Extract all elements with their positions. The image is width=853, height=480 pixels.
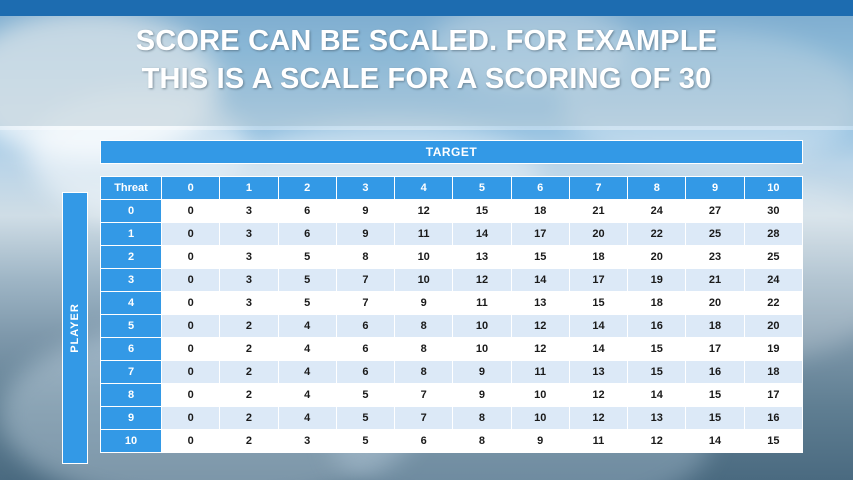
column-header-10: 10: [744, 177, 802, 200]
column-header-5: 5: [453, 177, 511, 200]
table-row: [101, 315, 803, 338]
table-cell: 18: [628, 292, 686, 315]
table-cell: 21: [686, 269, 744, 292]
table-cell: 0: [162, 430, 220, 453]
table-cell: 15: [511, 246, 569, 269]
table-cell: 6: [278, 223, 336, 246]
table-cell: 28: [744, 223, 802, 246]
table-cell: 7: [336, 269, 394, 292]
table-cell: 0: [162, 315, 220, 338]
table-cell: 2: [220, 407, 278, 430]
table-cell: 20: [628, 246, 686, 269]
row-header: 8: [101, 384, 162, 407]
table-cell: 11: [395, 223, 453, 246]
table-cell: 22: [744, 292, 802, 315]
table-cell: 4: [278, 361, 336, 384]
table-cell: 13: [628, 407, 686, 430]
player-axis-label-text: PLAYER: [69, 303, 82, 353]
table-cell: 14: [569, 315, 627, 338]
row-header: 7: [101, 361, 162, 384]
table-cell: 15: [569, 292, 627, 315]
table-cell: 8: [453, 407, 511, 430]
table-cell: 14: [511, 269, 569, 292]
table-cell: 9: [336, 200, 394, 223]
column-header-0: 0: [162, 177, 220, 200]
table-cell: 25: [744, 246, 802, 269]
page-title-line-2: THIS IS A SCALE FOR A SCORING OF 30: [141, 63, 712, 95]
table-cell: 11: [511, 361, 569, 384]
row-header: 6: [101, 338, 162, 361]
table-cell: 9: [511, 430, 569, 453]
table-cell: 18: [511, 200, 569, 223]
table-cell: 15: [628, 338, 686, 361]
table-cell: 0: [162, 292, 220, 315]
table-cell: 8: [395, 338, 453, 361]
table-cell: 3: [220, 246, 278, 269]
table-cell: 2: [220, 361, 278, 384]
table-cell: 20: [686, 292, 744, 315]
table-cell: 11: [569, 430, 627, 453]
table-cell: 17: [744, 384, 802, 407]
table-cell: 8: [453, 430, 511, 453]
table-cell: 6: [278, 200, 336, 223]
table-cell: 13: [511, 292, 569, 315]
table-cell: 20: [569, 223, 627, 246]
table-cell: 17: [569, 269, 627, 292]
column-header-2: 2: [278, 177, 336, 200]
table-cell: 27: [686, 200, 744, 223]
table-cell: 6: [336, 315, 394, 338]
table-cell: 5: [278, 246, 336, 269]
table-cell: 17: [686, 338, 744, 361]
table-cell: 9: [453, 361, 511, 384]
table-cell: 12: [453, 269, 511, 292]
table-cell: 9: [336, 223, 394, 246]
table-cell: 14: [686, 430, 744, 453]
row-header: 3: [101, 269, 162, 292]
table-cell: 23: [686, 246, 744, 269]
table-row: [101, 384, 803, 407]
table-cell: 5: [336, 430, 394, 453]
table-row: [101, 223, 803, 246]
table-cell: 5: [278, 269, 336, 292]
table-cell: 21: [569, 200, 627, 223]
table-cell: 5: [278, 292, 336, 315]
table-corner-header: Threat: [101, 177, 162, 200]
table-cell: 2: [220, 315, 278, 338]
target-axis-label: [100, 140, 803, 164]
table-row: [101, 430, 803, 453]
table-cell: 14: [569, 338, 627, 361]
table-cell: 25: [686, 223, 744, 246]
table-cell: 0: [162, 338, 220, 361]
table-cell: 0: [162, 200, 220, 223]
table-cell: 15: [744, 430, 802, 453]
table-cell: 16: [628, 315, 686, 338]
table-cell: 4: [278, 338, 336, 361]
table-cell: 3: [220, 200, 278, 223]
table-cell: 2: [220, 430, 278, 453]
table-cell: 9: [395, 292, 453, 315]
table-cell: 4: [278, 315, 336, 338]
table-cell: 16: [744, 407, 802, 430]
table-cell: 19: [628, 269, 686, 292]
table-cell: 16: [686, 361, 744, 384]
table-cell: 0: [162, 269, 220, 292]
table-cell: 12: [511, 338, 569, 361]
table-cell: 19: [744, 338, 802, 361]
row-header: 2: [101, 246, 162, 269]
score-scale-table: [100, 176, 803, 453]
table-cell: 18: [686, 315, 744, 338]
table-cell: 3: [278, 430, 336, 453]
table-cell: 24: [628, 200, 686, 223]
table-cell: 8: [336, 246, 394, 269]
column-header-3: 3: [336, 177, 394, 200]
table-cell: 15: [686, 384, 744, 407]
table-cell: 2: [220, 338, 278, 361]
column-header-9: 9: [686, 177, 744, 200]
player-axis-label: [62, 192, 88, 464]
table-cell: 11: [453, 292, 511, 315]
table-cell: 14: [628, 384, 686, 407]
table-cell: 0: [162, 246, 220, 269]
table-cell: 18: [569, 246, 627, 269]
table-row: [101, 269, 803, 292]
table-cell: 4: [278, 407, 336, 430]
column-header-1: 1: [220, 177, 278, 200]
table-cell: 8: [395, 361, 453, 384]
table-cell: 8: [395, 315, 453, 338]
column-header-7: 7: [569, 177, 627, 200]
table-cell: 10: [453, 338, 511, 361]
table-cell: 10: [511, 407, 569, 430]
table-cell: 2: [220, 384, 278, 407]
table-cell: 13: [453, 246, 511, 269]
table-cell: 4: [278, 384, 336, 407]
table-cell: 12: [395, 200, 453, 223]
table-cell: 13: [569, 361, 627, 384]
row-header: 4: [101, 292, 162, 315]
table-cell: 12: [569, 384, 627, 407]
page-title: [0, 22, 853, 98]
column-header-6: 6: [511, 177, 569, 200]
table-cell: 20: [744, 315, 802, 338]
table-cell: 15: [453, 200, 511, 223]
table-cell: 6: [336, 361, 394, 384]
column-header-8: 8: [628, 177, 686, 200]
table-cell: 30: [744, 200, 802, 223]
table-cell: 10: [395, 269, 453, 292]
table-cell: 10: [453, 315, 511, 338]
top-accent-bar: [0, 0, 853, 16]
table-cell: 18: [744, 361, 802, 384]
table-row: [101, 407, 803, 430]
table-cell: 14: [453, 223, 511, 246]
table-cell: 15: [686, 407, 744, 430]
row-header: 9: [101, 407, 162, 430]
table-cell: 0: [162, 384, 220, 407]
row-header: 10: [101, 430, 162, 453]
table-cell: 0: [162, 223, 220, 246]
table-cell: 3: [220, 269, 278, 292]
table-cell: 6: [395, 430, 453, 453]
table-cell: 15: [628, 361, 686, 384]
row-header: 0: [101, 200, 162, 223]
table-cell: 3: [220, 223, 278, 246]
table-row: [101, 246, 803, 269]
title-band-underline: [0, 126, 853, 130]
table-cell: 0: [162, 407, 220, 430]
table-cell: 17: [511, 223, 569, 246]
table-cell: 7: [395, 384, 453, 407]
table-cell: 22: [628, 223, 686, 246]
table-cell: 3: [220, 292, 278, 315]
table-cell: 12: [628, 430, 686, 453]
row-header: 5: [101, 315, 162, 338]
table-row: [101, 292, 803, 315]
table-cell: 0: [162, 361, 220, 384]
table-cell: 7: [395, 407, 453, 430]
table-cell: 6: [336, 338, 394, 361]
table-cell: 10: [511, 384, 569, 407]
page-title-line-1: SCORE CAN BE SCALED. FOR EXAMPLE: [135, 25, 718, 57]
table-cell: 5: [336, 384, 394, 407]
table-cell: 9: [453, 384, 511, 407]
table-header-row: [101, 177, 803, 200]
table-cell: 12: [569, 407, 627, 430]
target-axis-label-text: TARGET: [425, 145, 478, 159]
table-row: [101, 200, 803, 223]
table-cell: 7: [336, 292, 394, 315]
table-row: [101, 361, 803, 384]
table-row: [101, 338, 803, 361]
table-cell: 12: [511, 315, 569, 338]
table-cell: 10: [395, 246, 453, 269]
table-cell: 24: [744, 269, 802, 292]
row-header: 1: [101, 223, 162, 246]
table-cell: 5: [336, 407, 394, 430]
column-header-4: 4: [395, 177, 453, 200]
